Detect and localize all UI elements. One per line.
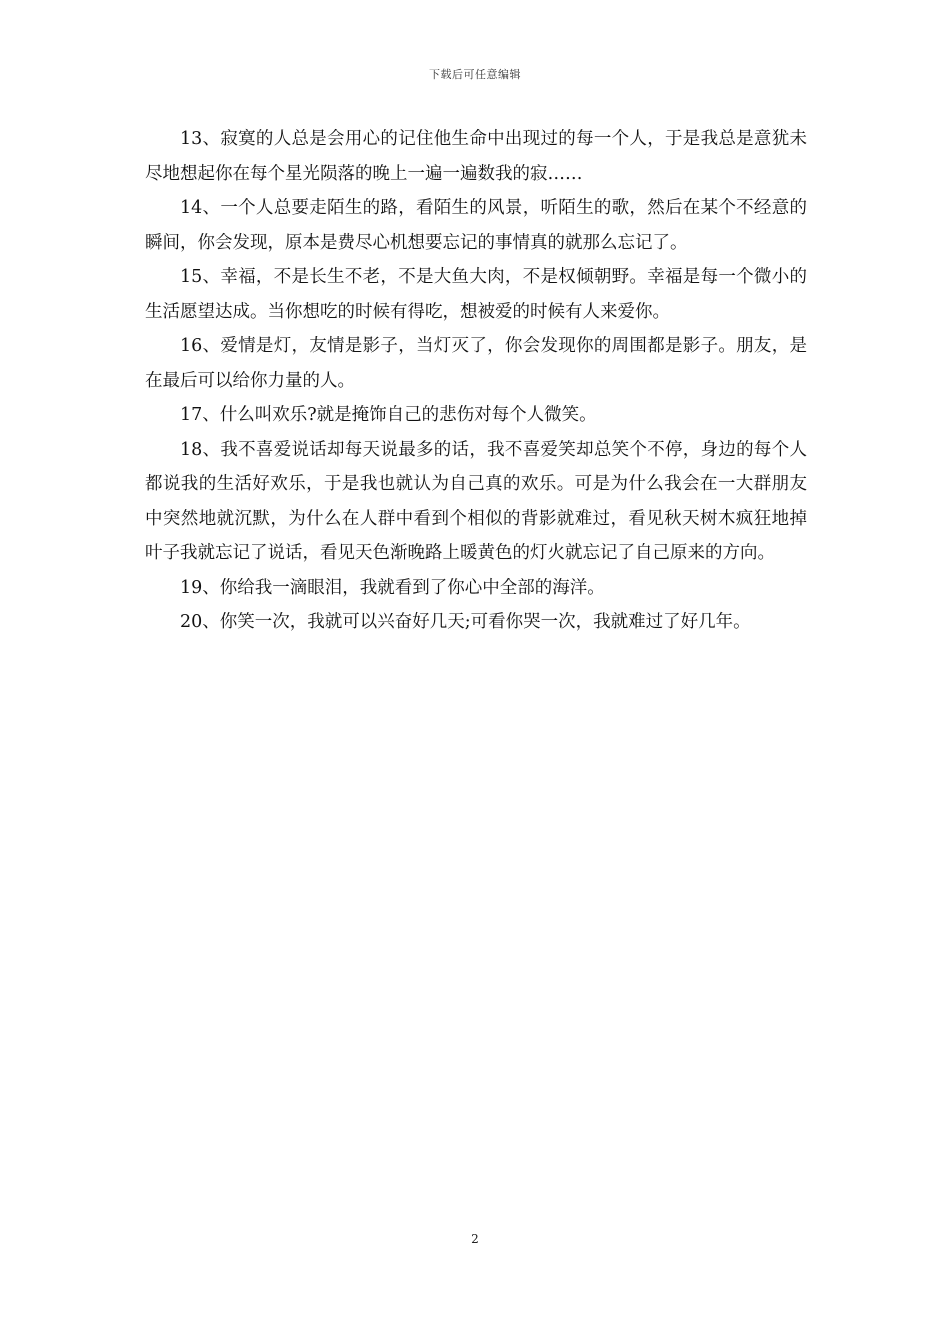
paragraph-13: 13、寂寞的人总是会用心的记住他生命中出现过的每一个人，于是我总是意犹未尽地想起你在每个星光陨落的晚上一遍一遍数我的寂…… xyxy=(145,129,807,184)
paragraph-18: 18、我不喜爱说话却每天说最多的话，我不喜爱笑却总笑个不停，身边的每个人都说我的生活好欢乐，于是我也就认为自己真的欢乐。可是为什么我会在一大群朋友中突然地就沉默，为什么在人群中看到个相似的背影就难过，看见秋天树木疯狂地掉叶子我就忘记了说话，看见天色渐晚路上暖黄色的灯火就忘记了自己原来的方向。 xyxy=(145,439,807,563)
paragraph-19: 19、你给我一滴眼泪，我就看到了你心中全部的海洋。 xyxy=(180,577,605,598)
page-header: 下载后可任意编辑 xyxy=(429,68,521,81)
paragraph-16: 16、爱情是灯，友情是影子，当灯灭了，你会发现你的周围都是影子。朋友，是在最后可以给你力量的人。 xyxy=(145,336,807,391)
page-number: 2 xyxy=(471,1232,479,1246)
document-body xyxy=(145,122,807,640)
paragraph-14: 14、一个人总要走陌生的路，看陌生的风景，听陌生的歌，然后在某个不经意的瞬间，你会发现，原本是费尽心机想要忘记的事情真的就那么忘记了。 xyxy=(145,198,807,253)
paragraph-15: 15、幸福，不是长生不老，不是大鱼大肉，不是权倾朝野。幸福是每一个微小的生活愿望达成。当你想吃的时候有得吃，想被爱的时候有人来爱你。 xyxy=(145,267,807,322)
paragraph-17: 17、什么叫欢乐?就是掩饰自己的悲伤对每个人微笑。 xyxy=(180,405,597,425)
paragraph-20: 20、你笑一次，我就可以兴奋好几天;可看你哭一次，我就难过了好几年。 xyxy=(180,612,751,632)
